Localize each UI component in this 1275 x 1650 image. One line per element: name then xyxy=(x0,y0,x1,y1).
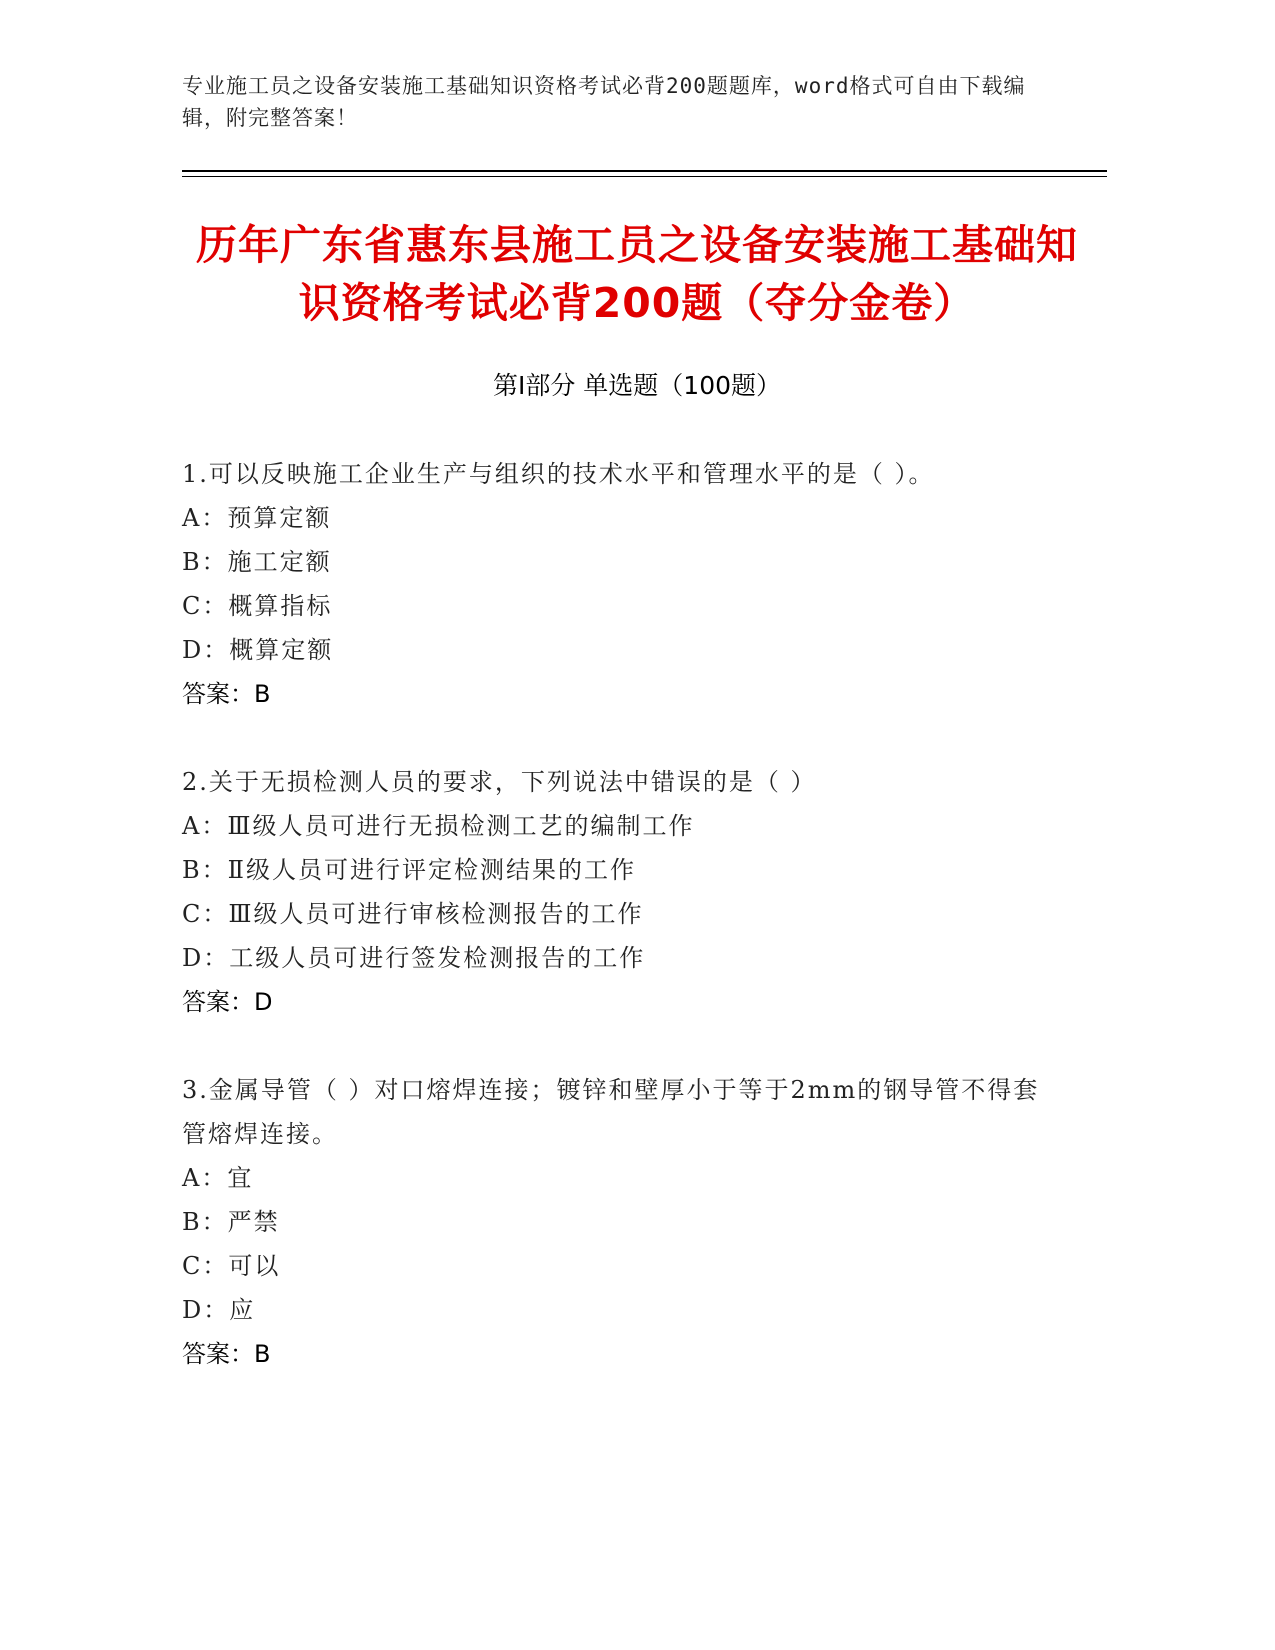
question-list xyxy=(182,452,1062,1420)
option-d: D：应 xyxy=(182,1296,256,1324)
option-c: C：Ⅲ级人员可进行审核检测报告的工作 xyxy=(182,900,644,928)
answer: 答案：B xyxy=(182,1340,271,1368)
document-title: 历年广东省惠东县施工员之设备安装施工基础知识资格考试必背200题（夺分金卷） xyxy=(196,221,1078,327)
question-1 xyxy=(182,452,1062,716)
header-rule-thick xyxy=(182,170,1107,172)
question-3 xyxy=(182,1068,1062,1376)
option-a: A：宜 xyxy=(182,1164,254,1192)
answer: 答案：B xyxy=(182,680,271,708)
question-text: 3.金属导管（ ）对口熔焊连接；镀锌和壁厚小于等于2mm的钢导管不得套管熔焊连接。 xyxy=(182,1076,1040,1148)
answer: 答案：D xyxy=(182,988,273,1016)
option-d: D：工级人员可进行签发检测报告的工作 xyxy=(182,944,646,972)
option-a: A：预算定额 xyxy=(182,504,332,532)
option-c: C：可以 xyxy=(182,1252,281,1280)
option-d: D：概算定额 xyxy=(182,636,334,664)
option-c: C：概算指标 xyxy=(182,592,333,620)
option-b: B：施工定额 xyxy=(182,548,332,576)
question-2 xyxy=(182,760,1062,1024)
option-a: A：Ⅲ级人员可进行无损检测工艺的编制工作 xyxy=(182,812,695,840)
header-rule-thin xyxy=(182,176,1107,177)
option-b: B：严禁 xyxy=(182,1208,280,1236)
header-note: 专业施工员之设备安装施工基础知识资格考试必背200题题库，word格式可自由下载编辑，附完整答案！ xyxy=(182,74,1026,130)
question-text: 1.可以反映施工企业生产与组织的技术水平和管理水平的是（ ）。 xyxy=(182,460,935,488)
section-title: 第I部分 单选题（100题） xyxy=(492,371,782,400)
question-text: 2.关于无损检测人员的要求，下列说法中错误的是（ ） xyxy=(182,768,817,796)
option-b: B：Ⅱ级人员可进行评定检测结果的工作 xyxy=(182,856,636,884)
